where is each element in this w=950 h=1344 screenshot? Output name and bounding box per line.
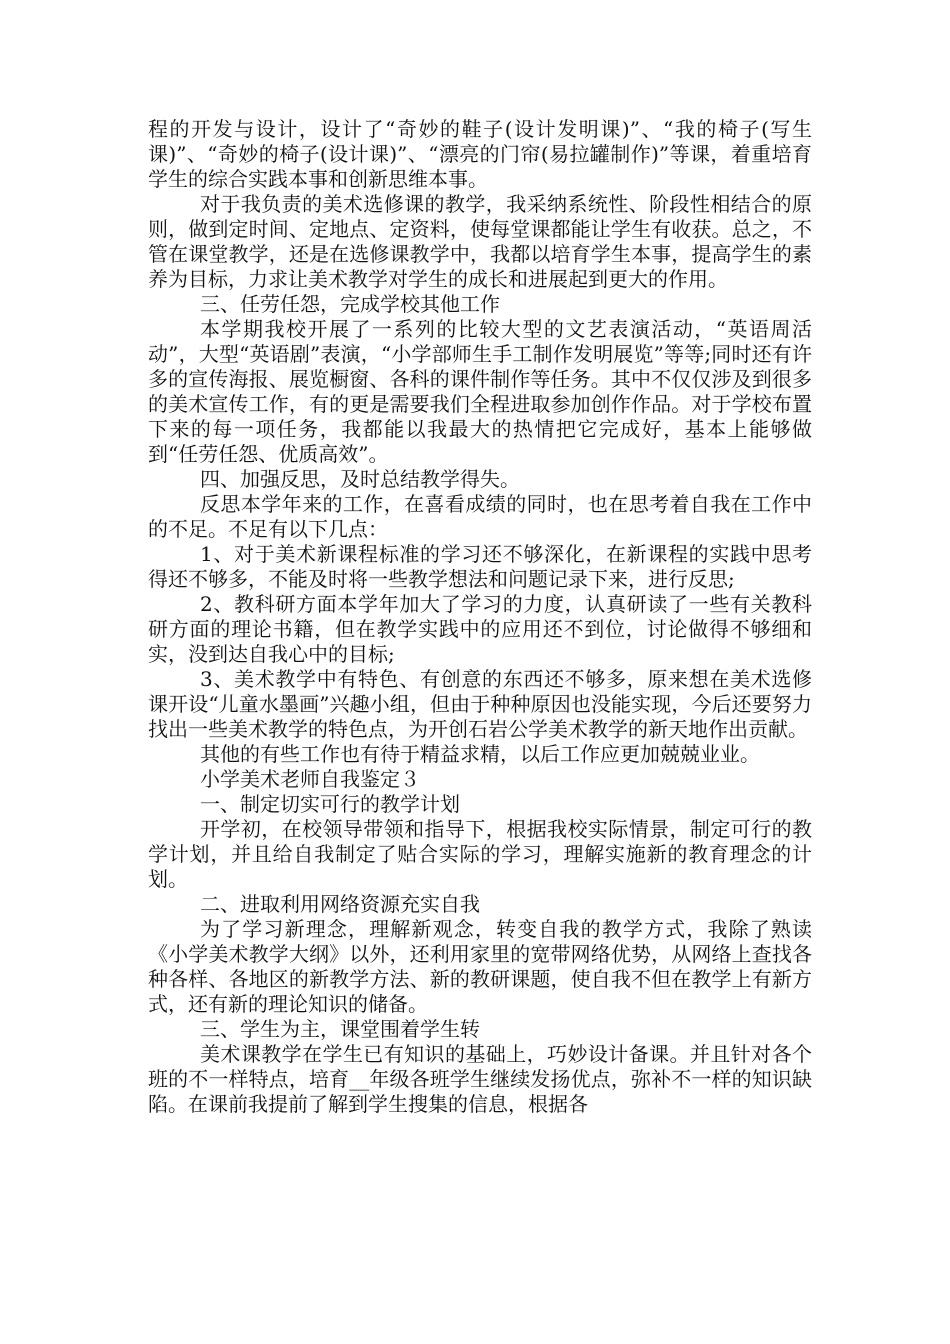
- section-heading: 三、任劳任怨，完成学校其他工作: [200, 292, 500, 316]
- list-item: 1、对于美术新课程标准的学习还不够深化，在新课程的实践中思考得还不够多，不能及时将一些教学想法和问题记录下来，进行反思;: [148, 542, 812, 591]
- document-title: 小学美术老师自我鉴定３: [200, 767, 420, 791]
- section-heading: 四、加强反思，及时总结教学得失。: [200, 467, 520, 491]
- section-heading: 二、进取利用网络资源充实自我: [200, 892, 480, 916]
- document-body: [148, 117, 812, 1117]
- paragraph: 美术课教学在学生已有知识的基础上，巧妙设计备课。并且针对各个班的不一样特点，培育__年级各班学生继续发扬优点，弥补不一样的知识缺陷。在课前我提前了解到学生搜集的信息，根据各: [148, 1042, 812, 1116]
- paragraph: 开学初，在校领导带领和指导下，根据我校实际情景，制定可行的教学计划，并且给自我制定了贴合实际的学习，理解实施新的教育理念的计划。: [148, 817, 812, 891]
- paragraph: 反思本学年来的工作，在喜看成绩的同时，也在思考着自我在工作中的不足。不足有以下几点：: [148, 492, 812, 541]
- paragraph: 为了学习新理念，理解新观念，转变自我的教学方式，我除了熟读《小学美术教学大纲》以外，还利用家里的宽带网络优势，从网络上查找各种各样、各地区的新教学方法、新的教研课题，使自我不但在教学上有新方式，还有新的理论知识的储备。: [148, 917, 812, 1016]
- list-item: 3、美术教学中有特色、有创意的东西还不够多，原来想在美术选修课开设“儿童水墨画”兴趣小组，但由于种种原因也没能实现，今后还要努力找出一些美术教学的特色点，为开创石岩公学美术教学的新天地作出贡献。: [148, 667, 812, 741]
- paragraph: 对于我负责的美术选修课的教学，我采纳系统性、阶段性相结合的原则，做到定时间、定地点、定资料，使每堂课都能让学生有收获。总之，不管在课堂教学，还是在选修课教学中，我都以培育学生本事，提高学生的素养为目标，力求让美术教学对学生的成长和进展起到更大的作用。: [148, 192, 812, 291]
- paragraph: 其他的有些工作也有待于精益求精，以后工作应更加兢兢业业。: [200, 742, 760, 766]
- section-heading: 三、学生为主，课堂围着学生转: [200, 1017, 480, 1041]
- paragraph: 本学期我校开展了一系列的比较大型的文艺表演活动，“英语周活动”，大型“英语剧”表演，“小学部师生手工制作发明展览”等等;同时还有许多的宣传海报、展览橱窗、各科的课件制作等任务。其中不仅仅涉及到很多的美术宣传工作，有的更是需要我们全程进取参加创作作品。对于学校布置下来的每一项任务，我都能以我最大的热情把它完成好，基本上能够做到“任劳任怨、优质高效”。: [148, 317, 812, 466]
- list-item: 2、教科研方面本学年加大了学习的力度，认真研读了一些有关教科研方面的理论书籍，但在教学实践中的应用还不到位，讨论做得不够细和实，没到达自我心中的目标;: [148, 592, 812, 666]
- paragraph: 程的开发与设计，设计了“奇妙的鞋子(设计发明课)”、“我的椅子(写生课)”、“奇妙的椅子(设计课)”、“漂亮的门帘(易拉罐制作)”等课，着重培育学生的综合实践本事和创新思维本事。: [148, 117, 812, 191]
- section-heading: 一、制定切实可行的教学计划: [200, 792, 460, 816]
